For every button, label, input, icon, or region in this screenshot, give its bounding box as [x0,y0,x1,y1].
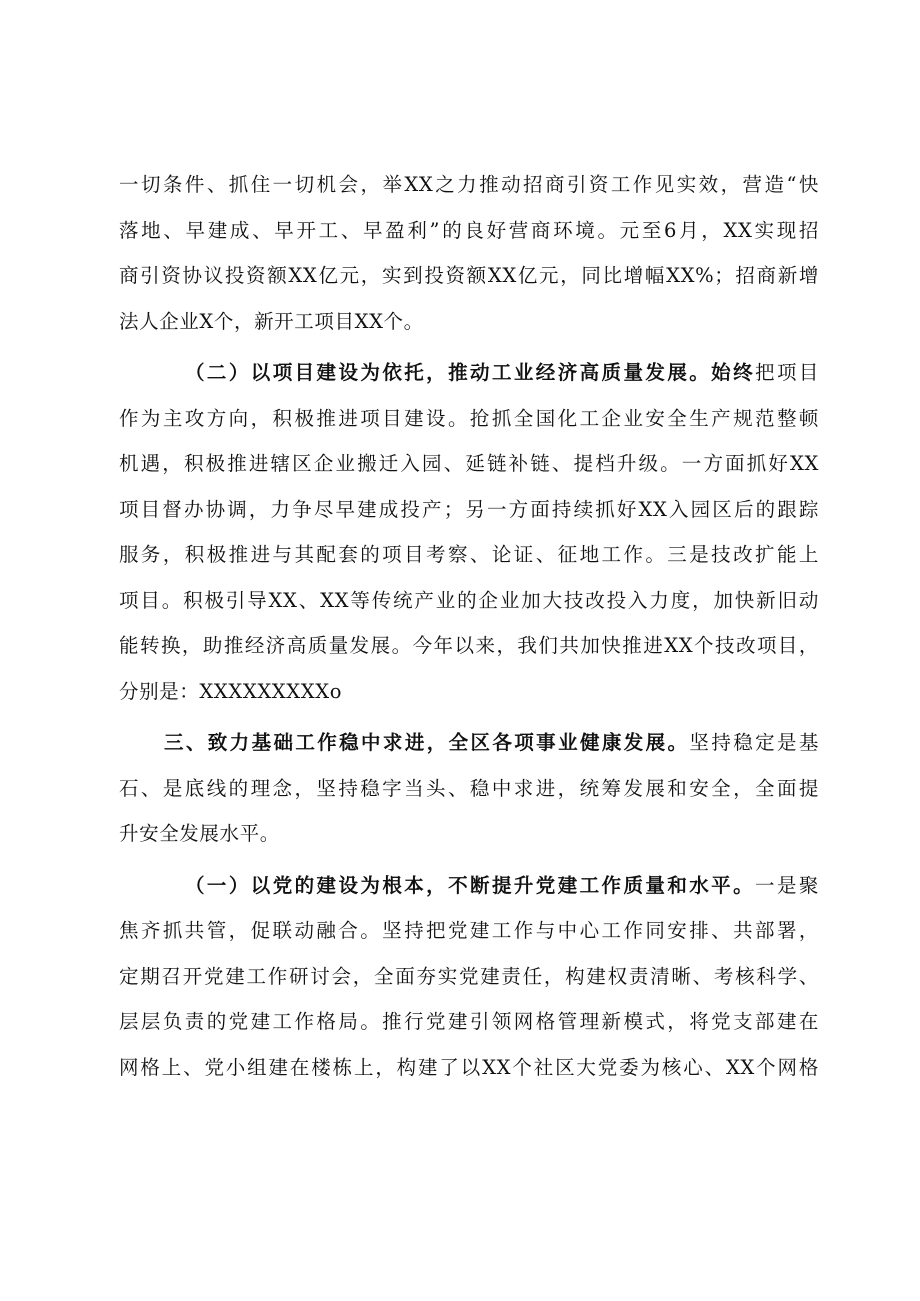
text-line [119,208,819,254]
text-run: 层层负责的党建工作格局。推行党建引领网格管理新模式，将党支部建在 [119,1010,819,1033]
text-run: 定期召开党建工作研讨会，全面夯实党建责任，构建权责清晰、考核科学、 [119,964,819,988]
text-run: 坚持稳定是基 [689,731,819,754]
text-line [119,999,819,1045]
text-line [119,299,819,345]
text-line [119,720,819,766]
paragraph-party-building [119,863,819,1091]
bold-heading-run: （二）以项目建设为依托，推动工业经济高质量发展。始终 [185,361,756,384]
text-line [119,578,819,624]
text-line [119,350,819,396]
text-line [119,487,819,533]
text-line [119,766,819,812]
text-run: 服务，积极推进与其配套的项目考察、论证、征地工作。三是技改扩能上 [119,543,819,566]
text-line [119,811,819,857]
text-run: 网格上、党小组建在楼栋上，构建了以XX个社区大党委为核心、XX个网格 [119,1055,819,1079]
text-line [119,669,819,715]
text-line [119,1045,819,1091]
text-line [119,863,819,909]
text-run: 把项目 [755,361,819,384]
text-run: 作为主攻方向，积极推进项目建设。抢抓全国化工企业安全生产规范整顿 [119,406,819,430]
text-run: 落地、早建成、早开工、早盈利”的良好营商环境。元至6月，XX实现招 [119,218,819,242]
document-body [119,162,819,1090]
paragraph-project-construction [119,350,819,714]
text-run: 项目。积极引导XX、XX等传统产业的企业加大技改投入力度，加快新旧动 [119,588,819,612]
paragraph-investment-continued [119,162,819,344]
bold-heading-run: 三、致力基础工作稳中求进，全区各项事业健康发展。 [164,731,690,754]
text-line [119,532,819,578]
text-run: 一切条件、抓住一切机会，举XX之力推动招商引资工作见实效，营造“快 [119,173,819,196]
paragraph-section-three [119,720,819,857]
text-line [119,396,819,442]
text-line [119,441,819,487]
text-run: 一是聚 [755,873,819,897]
text-run: 石、是底线的理念，坚持稳字当头、稳中求进，统筹发展和安全，全面提 [119,776,819,800]
bold-heading-run: （一）以党的建设为根本，不断提升党建工作质量和水平。 [185,873,756,897]
text-line [119,162,819,208]
text-line [119,623,819,669]
text-run: 法人企业X个，新开工项目XX个。 [119,309,424,333]
text-line [119,908,819,954]
text-run: 升安全发展水平。 [119,822,280,845]
text-run: 能转换，助推经济高质量发展。今年以来，我们共加快推进XX个技改项目， [119,634,819,657]
text-line [119,253,819,299]
text-run: 机遇，积极推进辖区企业搬迁入园、延链补链、提档升级。一方面抓好XX [119,452,819,475]
text-run: 焦齐抓共管，促联动融合。坚持把党建工作与中心工作同安排、共部署， [119,919,819,942]
text-run: 商引资协议投资额XX亿元，实到投资额XX亿元，同比增幅XX%；招商新增 [119,264,819,287]
text-line [119,954,819,1000]
text-run: 分别是：XXXXXXXXXo [119,679,343,703]
text-run: 项目督办协调，力争尽早建成投产；另一方面持续抓好XX入园区后的跟踪 [119,497,819,521]
